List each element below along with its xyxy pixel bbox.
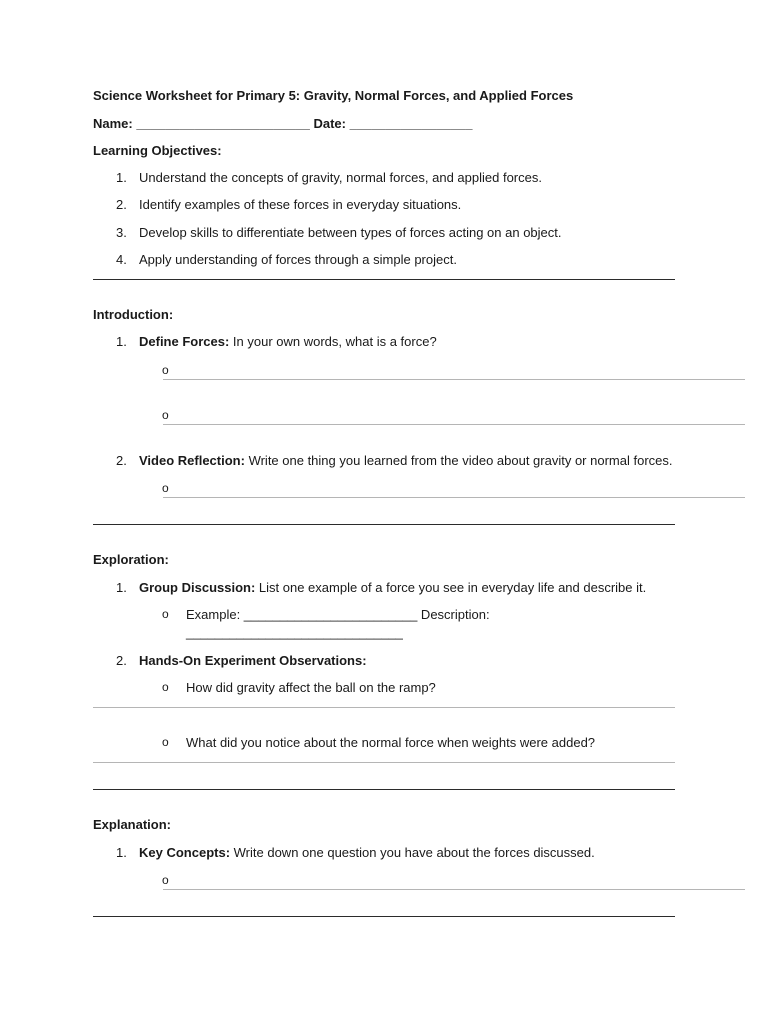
key-concepts-question xyxy=(139,845,595,860)
description-fill-in-line[interactable]: ______________________________ xyxy=(186,625,403,640)
objective-number: 1. xyxy=(116,170,127,185)
question-number: 1. xyxy=(116,580,127,595)
answer-line[interactable] xyxy=(93,707,675,708)
exploration-heading: Exploration: xyxy=(93,552,169,567)
bullet-marker: o xyxy=(162,607,169,621)
introduction-heading: Introduction: xyxy=(93,307,174,322)
objective-number: 4. xyxy=(116,252,127,267)
section-divider xyxy=(93,916,675,917)
gravity-ramp-question: How did gravity affect the ball on the ramp? xyxy=(186,680,436,695)
objective-text: Identify examples of these forces in everyday situations. xyxy=(139,197,462,212)
answer-line[interactable] xyxy=(163,889,745,890)
question-text: Write one thing you learned from the video about gravity or normal forces. xyxy=(244,453,673,468)
question-number: 2. xyxy=(116,653,127,668)
bullet-marker: o xyxy=(162,873,169,887)
example-description-fill-in[interactable]: Example: ________________________ Description: xyxy=(186,607,490,622)
question-number: 1. xyxy=(116,845,127,860)
name-date-line: Name: ________________________ Date: _________________ xyxy=(93,116,473,131)
question-label: Define Forces: xyxy=(139,334,230,349)
answer-line[interactable] xyxy=(163,379,745,380)
section-divider xyxy=(93,279,675,280)
define-forces-question xyxy=(139,334,437,349)
question-label: Key Concepts: xyxy=(139,845,231,860)
answer-line[interactable] xyxy=(163,424,745,425)
hands-on-experiment-heading: Hands-On Experiment Observations: xyxy=(139,653,367,668)
bullet-marker: o xyxy=(162,481,169,495)
question-number: 2. xyxy=(116,453,127,468)
question-text: Write down one question you have about the forces discussed. xyxy=(230,845,595,860)
objective-text: Develop skills to differentiate between types of forces acting on an object. xyxy=(139,225,562,240)
question-label: Group Discussion: xyxy=(139,580,256,595)
answer-line[interactable] xyxy=(163,497,745,498)
section-divider xyxy=(93,789,675,790)
objective-number: 3. xyxy=(116,225,127,240)
objective-text: Apply understanding of forces through a simple project. xyxy=(139,252,457,267)
group-discussion-question xyxy=(139,580,646,595)
explanation-heading: Explanation: xyxy=(93,817,172,832)
section-divider xyxy=(93,524,675,525)
objective-number: 2. xyxy=(116,197,127,212)
bullet-marker: o xyxy=(162,363,169,377)
answer-line[interactable] xyxy=(93,762,675,763)
objective-text: Understand the concepts of gravity, normal forces, and applied forces. xyxy=(139,170,542,185)
video-reflection-question xyxy=(139,453,673,468)
question-label: Video Reflection: xyxy=(139,453,245,468)
question-number: 1. xyxy=(116,334,127,349)
bullet-marker: o xyxy=(162,735,169,749)
normal-force-question: What did you notice about the normal force when weights were added? xyxy=(186,735,596,750)
learning-objectives-heading: Learning Objectives: xyxy=(93,143,222,158)
bullet-marker: o xyxy=(162,408,169,422)
question-text: In your own words, what is a force? xyxy=(229,334,437,349)
worksheet-title: Science Worksheet for Primary 5: Gravity, Normal Forces, and Applied Forces xyxy=(93,88,574,103)
bullet-marker: o xyxy=(162,680,169,694)
question-text: List one example of a force you see in everyday life and describe it. xyxy=(255,580,647,595)
